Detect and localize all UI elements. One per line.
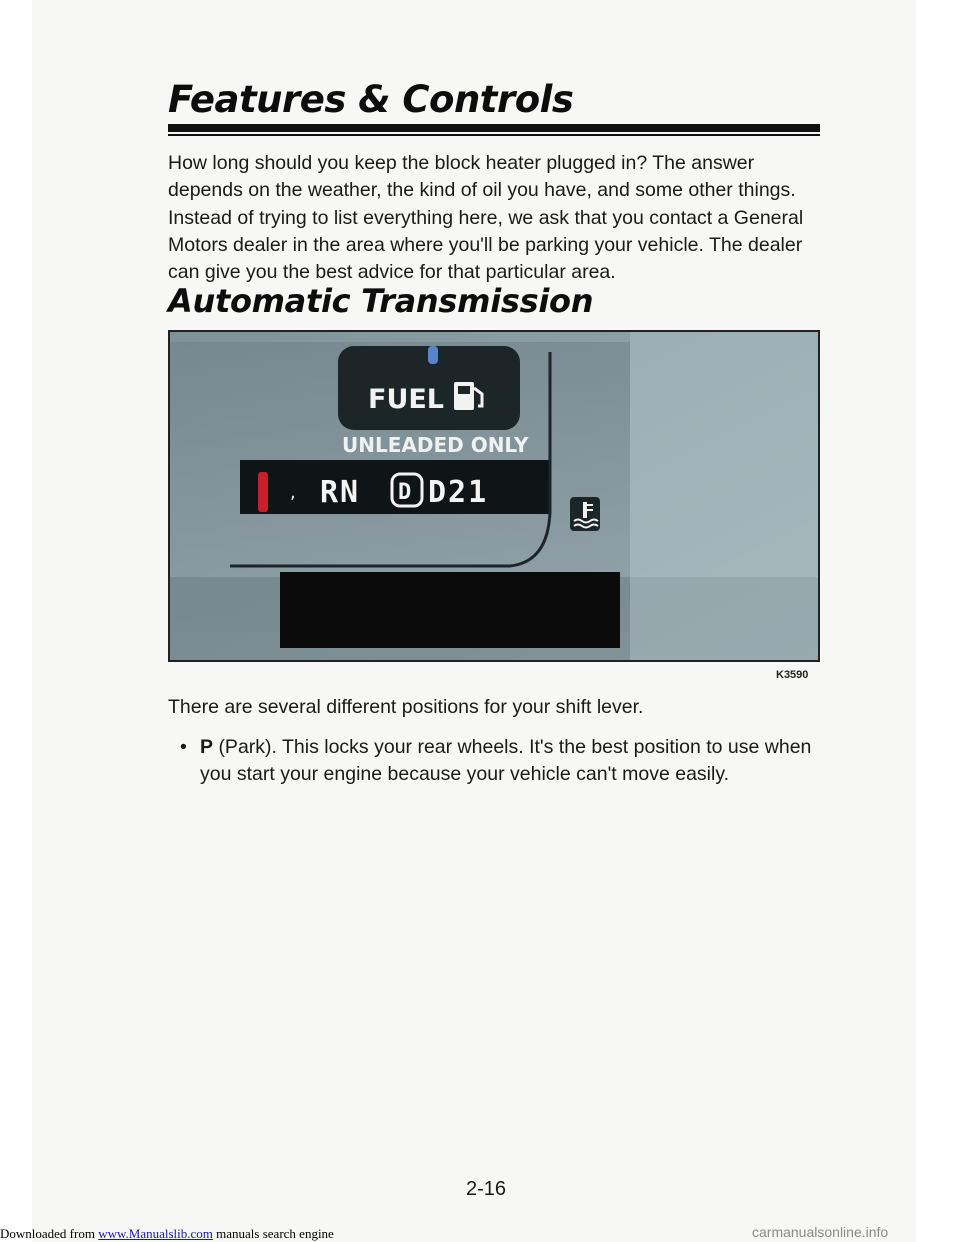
gear-letters-rn: RN xyxy=(320,475,361,510)
gear-letters-d21: D21 xyxy=(428,475,489,510)
download-suffix: manuals search engine xyxy=(212,1226,334,1241)
gear-key-p: P xyxy=(200,736,214,758)
download-footer xyxy=(0,1226,334,1242)
unleaded-only-label: UNLEADED ONLY xyxy=(342,433,529,457)
list-item-park xyxy=(180,734,820,788)
bullet-symbol: • xyxy=(180,736,187,758)
instrument-cluster-illustration xyxy=(170,332,818,660)
fuel-label: FUEL xyxy=(368,384,445,415)
photo-caption: K3590 xyxy=(776,669,809,681)
automatic-transmission-heading: Automatic Transmission xyxy=(168,282,594,320)
block-heater-paragraph: How long should you keep the block heater plugged in? The answer depends on the weather, the kind of oil you have, and some other things. Instead of trying to list everything here, we ask that you contact a General Motors dealer in the area where you'll be parking your vehicle. The dealer can give you the best advice for that particular area. xyxy=(168,152,804,284)
section-title: Features & Controls xyxy=(168,78,574,121)
svg-text:,: , xyxy=(290,482,296,503)
page-number: 2-16 xyxy=(466,1178,507,1200)
watermark: carmanualsonline.info xyxy=(752,1224,889,1240)
park-description: (Park). This locks your rear wheels. It's the best position to use when you start your engine because your vehicle can't move easily. xyxy=(200,736,812,785)
title-rule-thin xyxy=(168,134,820,136)
gear-overdrive: D xyxy=(398,480,412,505)
shift-indicator-marker xyxy=(258,472,268,512)
manualslib-link[interactable]: www.Manualslib.com xyxy=(98,1226,213,1241)
download-prefix: Downloaded from xyxy=(0,1226,99,1241)
title-rule-thick xyxy=(168,124,820,132)
instrument-cluster-photo xyxy=(168,330,820,662)
shift-lever-intro: There are several different positions for your shift lever. xyxy=(168,696,644,718)
